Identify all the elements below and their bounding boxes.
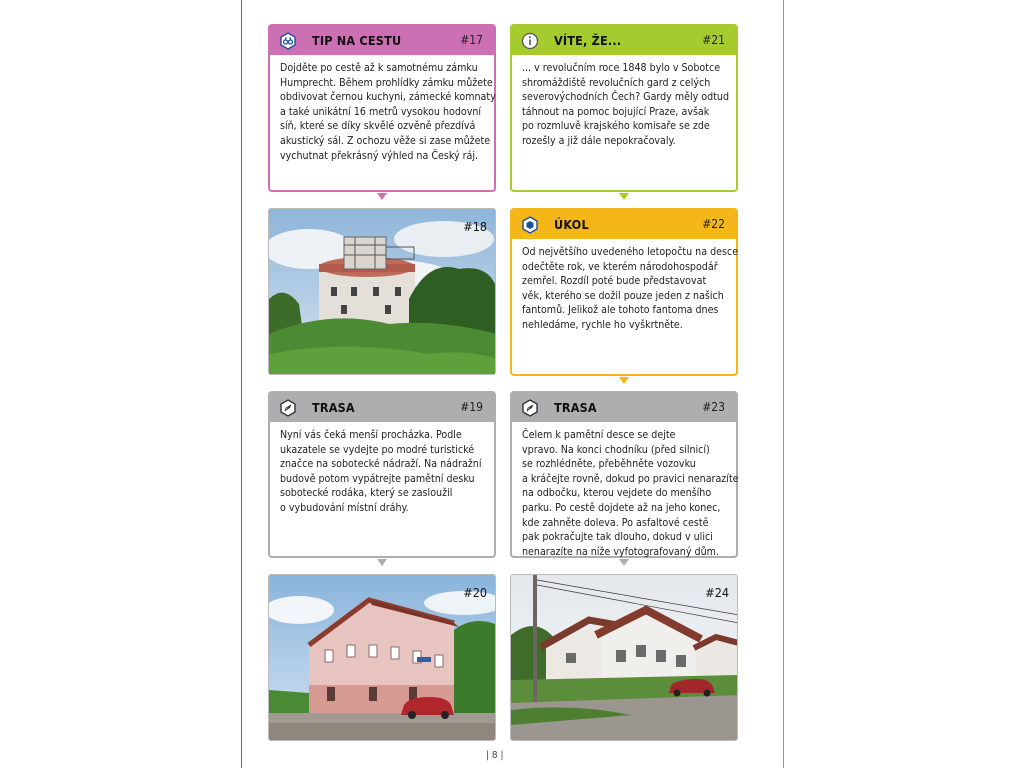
card-header (270, 26, 494, 55)
route-card (268, 391, 496, 558)
card-text (522, 428, 739, 559)
text-line: rozešly a již dále nepokračovaly. (522, 134, 676, 147)
tip-card (268, 24, 496, 192)
card-number: #17 (460, 33, 483, 47)
text-line: akustický sál. Z ochozu věže si zase můžete (280, 134, 491, 147)
castle-tower-photo (268, 208, 496, 375)
text-line: vychutnat překrásný výhled na Český ráj. (280, 149, 479, 162)
binoculars-icon (279, 32, 297, 50)
document-page (241, 0, 784, 768)
text-line: Čelem k pamětní desce se dejte (522, 429, 676, 441)
card-title: TIP NA CESTU (312, 33, 402, 48)
card-header (512, 393, 736, 422)
text-line: zemřel. Rozdíl poté bude představovat (522, 275, 707, 288)
compass-icon (521, 399, 539, 417)
card-text (280, 61, 496, 163)
card-title: TRASA (312, 400, 355, 415)
card-title: TRASA (554, 400, 597, 415)
text-line: věk, kterého se dožil pouze jeden z našich (522, 289, 724, 302)
text-line: Od největšího uvedeného letopočtu na desce (522, 246, 739, 258)
text-line: a také unikátní 16 metrů vysokou hodovní (280, 105, 482, 118)
gray-arrow (619, 559, 629, 566)
card-header (512, 210, 736, 239)
text-line: nehledáme, rychle ho vyškrtněte. (522, 318, 683, 331)
card-number: #23 (702, 400, 725, 414)
text-line: po rozmluvě krajského komisaře se zde (522, 120, 710, 133)
hexagon-icon (521, 216, 539, 234)
task-card (510, 208, 738, 376)
text-line: táhnout na pomoc bojující Praze, avšak (522, 105, 710, 118)
card-number: #22 (702, 217, 725, 231)
text-line: se rozhlédněte, přeběhněte vozovku (522, 458, 696, 471)
card-header (512, 26, 736, 55)
card-number: #21 (702, 33, 725, 47)
text-line: severovýchodních Čech? Gardy měly odtud (522, 91, 730, 104)
railway-station-photo (268, 574, 496, 741)
text-line: síň, které se díky skvělé ozvěně přezdívá (280, 120, 476, 133)
gray-arrow (377, 559, 387, 566)
text-line: vpravo. Na konci chodníku (před silnicí) (522, 443, 710, 456)
card-header (270, 393, 494, 422)
compass-icon (279, 399, 297, 417)
text-line: Nyní vás čeká menší procházka. Podle (280, 429, 462, 441)
text-line: kde zahněte doleva. Po asfaltové cestě (522, 516, 709, 529)
card-title: VÍTE, ŽE... (554, 33, 622, 48)
route-card (510, 391, 738, 558)
text-line: obdivovat černou kuchyni, zámecké komnaty (280, 91, 496, 104)
text-line: nenarazíte na níže vyfotografovaný dům. (522, 545, 719, 558)
text-line: značce na sobotecké nádraží. Na nádražní (280, 458, 482, 471)
card-text (280, 428, 482, 516)
pink-arrow (377, 193, 387, 200)
text-line: ... v revolučním roce 1848 bylo v Sobotce (522, 62, 721, 74)
card-number: #19 (460, 400, 483, 414)
page-number: | 8 | (486, 750, 504, 761)
text-line: parku. Po cestě dojdete až na jeho konec, (522, 501, 721, 514)
photo-number: #24 (705, 585, 729, 600)
photo-number: #18 (463, 219, 487, 234)
photo-number: #20 (463, 585, 487, 600)
text-line: o vybudování místní dráhy. (280, 501, 409, 514)
family-house-photo (510, 574, 738, 741)
card-text (522, 61, 730, 149)
text-line: Humprecht. Během prohlídky zámku můžete (280, 76, 493, 89)
text-line: odečtěte rok, ve kterém národohospodář (522, 260, 718, 273)
green-arrow (619, 193, 629, 200)
text-line: fantomů. Jelikož ale tohoto fantoma dnes (522, 304, 719, 317)
text-line: sobotecké rodáka, který se zasloužil (280, 487, 453, 500)
fact-card (510, 24, 738, 192)
text-line: shromáždiště revolučních gard z celých (522, 76, 711, 89)
text-line: na odbočku, kterou vejdete do menšího (522, 487, 712, 500)
yellow-arrow (619, 377, 629, 384)
text-line: ukazatele se vydejte po modré turistické (280, 443, 475, 456)
card-title: ÚKOL (554, 217, 589, 232)
info-icon (521, 32, 539, 50)
text-line: Dojděte po cestě až k samotnému zámku (280, 62, 478, 74)
card-text (522, 245, 739, 333)
text-line: pak pokračujte tak dlouho, dokud v ulici (522, 531, 713, 544)
text-line: a kráčejte rovně, dokud po pravici nenarazíte (522, 472, 739, 485)
text-line: budově potom vypátrejte pamětní desku (280, 472, 475, 485)
